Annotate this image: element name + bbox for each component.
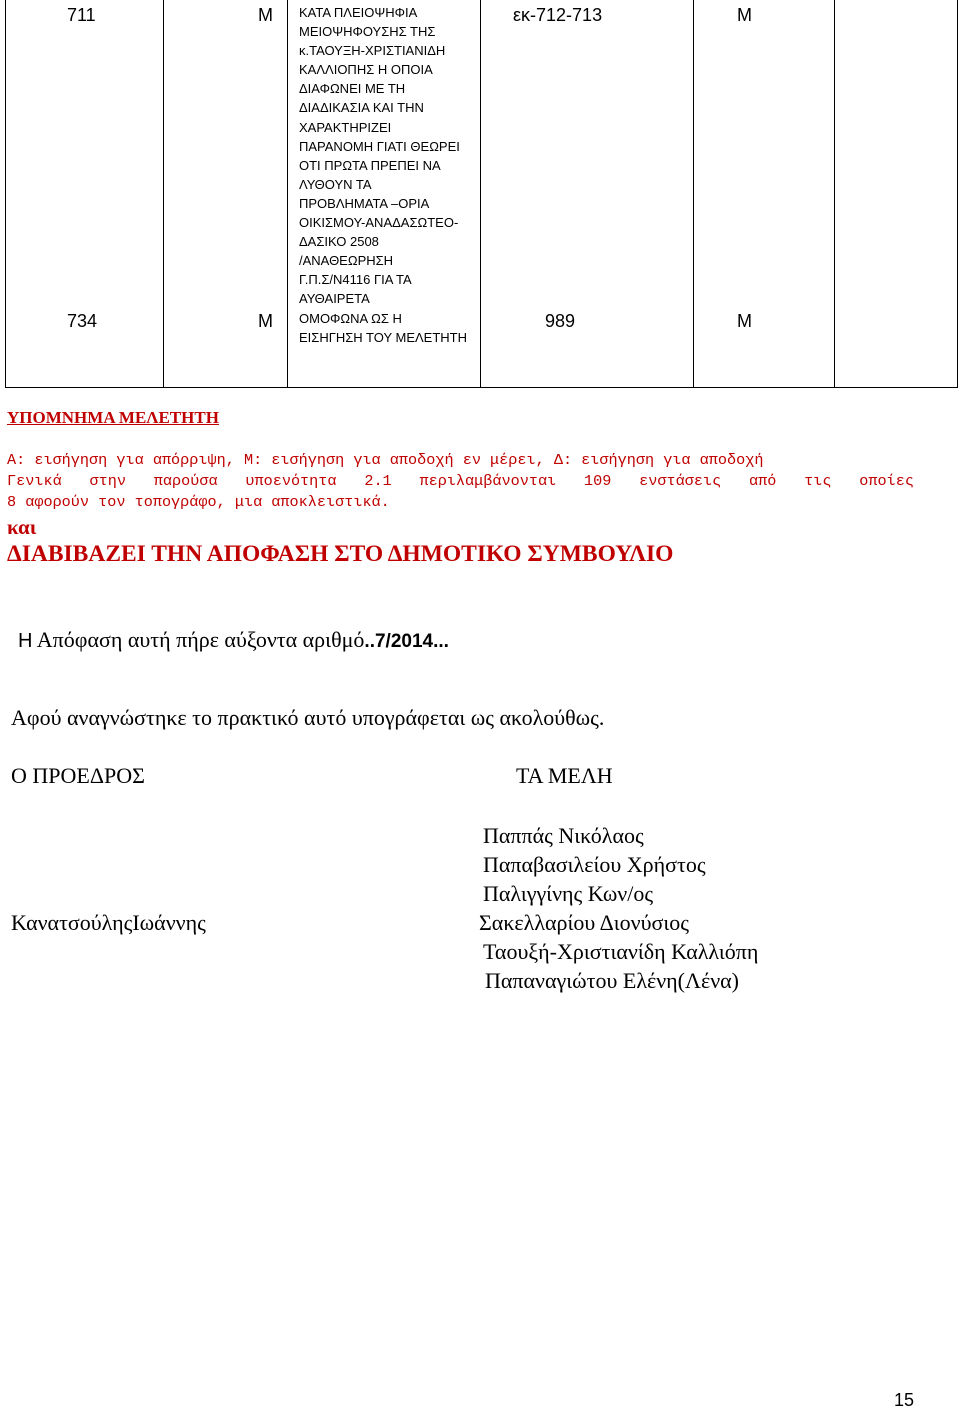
decision-number: ..7/2014... bbox=[364, 631, 449, 652]
member-name: Ταουξή-Χριστιανίδη Καλλιόπη bbox=[483, 939, 759, 964]
row2-code: Μ bbox=[258, 311, 273, 331]
row1-number: 711 bbox=[67, 5, 96, 25]
member-name: Σακελλαρίου Διονύσιος bbox=[479, 910, 689, 935]
row2-ref: 989 bbox=[545, 311, 576, 331]
table-divider bbox=[287, 0, 288, 388]
decision-text: Απόφαση αυτή πήρε αύξοντα αριθμό bbox=[36, 627, 365, 652]
memo-line-1: Α: εισήγηση για απόρριψη, Μ: εισήγηση για αποδοχή εν μέρει, Δ: εισήγηση για αποδοχή bbox=[7, 451, 764, 469]
page-number: 15 bbox=[894, 1390, 915, 1410]
and-word: και bbox=[7, 515, 37, 539]
row1-decision: ΚΑΤΑ ΠΛΕΙΟΨΗΦΙΑ ΜΕΙΟΨΗΦΟΥΣΗΣ ΤΗΣ κ.ΤΑΟΥΞΗ-ΧΡΙΣΤΙΑΝΙΔΗ ΚΑΛΛΙΟΠΗΣ Η ΟΠΟΙΑ ΔΙΑΦΩΝΕΙ ΜΕ ΤΗ ΔΙΑΔΙΚΑΣΙΑ ΚΑΙ ΤΗΝ ΧΑΡΑΚΤΗΡΙΖΕΙ ΠΑΡΑΝΟΜΗ ΓΙΑΤΙ ΘΕΩΡΕΙ ΟΤΙ ΠΡΩΤΑ ΠΡΕΠΕΙ ΝΑ ΛΥΘΟΥΝ ΤΑ ΠΡΟΒΛΗΜΑΤΑ –ΟΡΙΑ ΟΙΚΙΣΜΟΥ-ΑΝΑΔΑΣΩΤΕΟ- ΔΑΣΙΚΟ 2508 /ΑΝΑΘΕΩΡΗΣΗ Γ.Π.Σ/Ν4116 ΓΙΑ ΤΑ ΑΥΘΑΙΡΕΤΑ bbox=[299, 5, 460, 307]
forward-heading: ΔΙΑΒΙΒΑΖΕΙ ΤΗΝ ΑΠΟΦΑΣΗ ΣΤΟ ΔΗΜΟΤΙΚΟ ΣΥΜΒΟΥΛΙΟ bbox=[7, 541, 674, 567]
decision-number-line bbox=[18, 627, 449, 653]
decisions-table bbox=[5, 0, 958, 388]
members-label: ΤΑ ΜΕΛΗ bbox=[516, 763, 613, 788]
row2-number: 734 bbox=[67, 311, 98, 331]
president-name: ΚανατσούληςΙωάννης bbox=[11, 910, 206, 935]
row2-ref-code: Μ bbox=[737, 311, 752, 331]
table-divider bbox=[480, 0, 481, 388]
table-divider bbox=[163, 0, 164, 388]
decision-h: Η bbox=[18, 630, 33, 652]
table-divider bbox=[693, 0, 694, 388]
memo-line-2: Γενικά στην παρούσα υποενότητα 2.1 περιλαμβάνονται 109 ενστάσεις από τις οποίες bbox=[7, 472, 914, 490]
row1-ref: εκ-712-713 bbox=[513, 5, 603, 25]
signed-text: Αφού αναγνώστηκε το πρακτικό αυτό υπογράφεται ως ακολούθως. bbox=[11, 705, 605, 730]
memo-title: ΥΠΟΜΝΗΜΑ ΜΕΛΕΤΗΤΗ bbox=[7, 408, 219, 427]
row1-ref-code: Μ bbox=[737, 5, 752, 25]
row2-decision: ΟΜΟΦΩΝΑ ΩΣ Η ΕΙΣΗΓΗΣΗ ΤΟΥ ΜΕΛΕΤΗΤΗ bbox=[299, 311, 468, 346]
member-name: Παππάς Νικόλαος bbox=[483, 823, 644, 848]
table-divider bbox=[834, 0, 835, 388]
member-name: Παλιγγίνης Κων/ος bbox=[483, 881, 654, 906]
row1-code: Μ bbox=[258, 5, 273, 25]
member-name: Παπαναγιώτου Ελένη(Λένα) bbox=[485, 968, 739, 993]
president-label: Ο ΠΡΟΕΔΡΟΣ bbox=[11, 763, 145, 788]
memo-line-3: 8 αφορούν τον τοπογράφο, μια αποκλειστικά. bbox=[7, 493, 390, 511]
member-name: Παπαβασιλείου Χρήστος bbox=[483, 852, 706, 877]
